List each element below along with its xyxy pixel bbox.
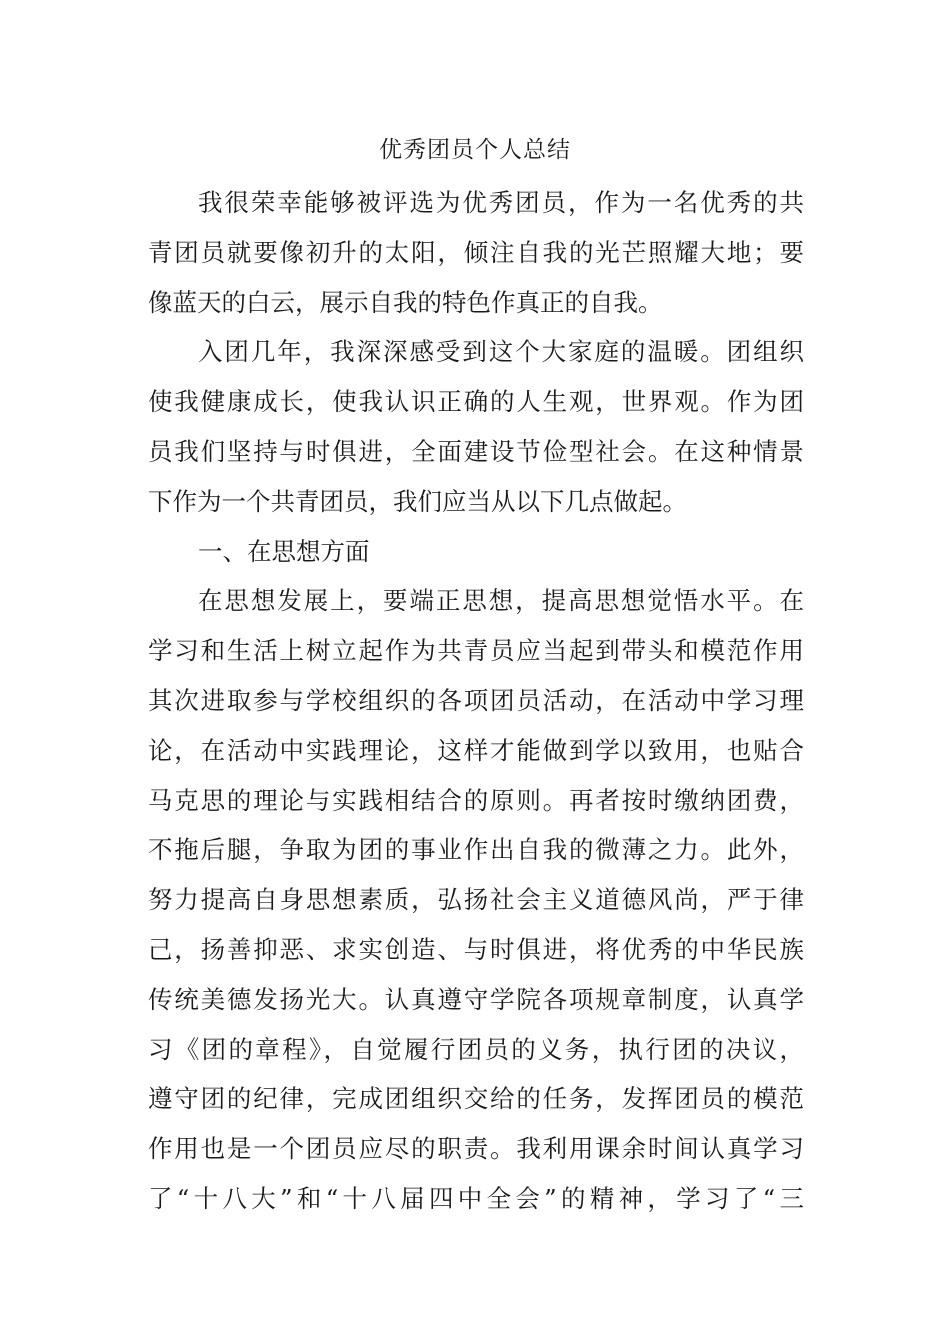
text-line: 入团几年，我深深感受到这个大家庭的温暖。团组织 <box>198 337 804 367</box>
text-line: 努力提高自身思想素质，弘扬社会主义道德风尚，严于律 <box>148 885 804 915</box>
text-line: 使我健康成长，使我认识正确的人生观，世界观。作为团 <box>148 387 804 417</box>
text-line: 了“十八大”和“十八届四中全会”的精神，学习了“三 <box>148 1183 804 1213</box>
page-title: 优秀团员个人总结 <box>379 137 571 163</box>
text-line: 学习和生活上树立起作为共青员应当起到带头和模范作用 <box>148 636 804 666</box>
text-line: 不拖后腿，争取为团的事业作出自我的微薄之力。此外， <box>148 835 804 865</box>
text-line: 己，扬善抑恶、求实创造、与时俱进，将优秀的中华民族 <box>148 934 804 964</box>
text-line: 下作为一个共青团员，我们应当从以下几点做起。 <box>148 486 687 516</box>
text-line: 论，在活动中实践理论，这样才能做到学以致用，也贴合 <box>148 735 804 765</box>
text-line: 传统美德发扬光大。认真遵守学院各项规章制度，认真学 <box>148 984 804 1014</box>
text-line: 马克思的理论与实践相结合的原则。再者按时缴纳团费， <box>148 785 804 815</box>
text-line: 作用也是一个团员应尽的职责。我利用课余时间认真学习 <box>148 1134 804 1164</box>
document-body <box>148 178 804 1224</box>
text-line: 我很荣幸能够被评选为优秀团员，作为一名优秀的共 <box>198 188 804 217</box>
text-line: 遵守团的纪律，完成团组织交给的任务，发挥团员的模范 <box>148 1084 804 1114</box>
text-line: 员我们坚持与时俱进，全面建设节俭型社会。在这种情景 <box>148 436 804 466</box>
text-line: 其次进取参与学校组织的各项团员活动，在活动中学习理 <box>148 685 804 715</box>
text-line: 一、在思想方面 <box>198 536 370 566</box>
text-line: 习《团的章程》，自觉履行团员的义务，执行团的决议， <box>148 1034 804 1064</box>
text-line: 在思想发展上，要端正思想，提高思想觉悟水平。在 <box>198 586 804 616</box>
text-line: 青团员就要像初升的太阳，倾注自我的光芒照耀大地；要 <box>148 237 804 267</box>
text-line: 像蓝天的白云，展示自我的特色作真正的自我。 <box>148 287 663 317</box>
